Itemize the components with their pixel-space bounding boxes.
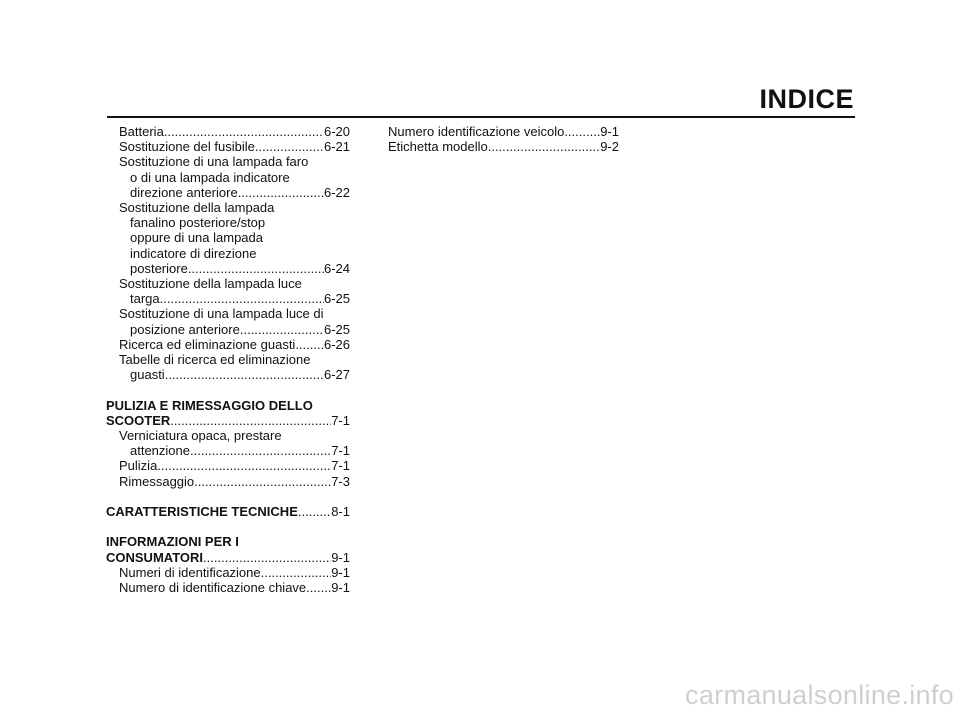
- toc-page-number: 8-1: [331, 504, 350, 520]
- toc-entry-label: CARATTERISTICHE TECNICHE: [106, 504, 298, 520]
- toc-entry-line: Sostituzione di una lampada faro: [119, 154, 309, 170]
- toc-entry-row: [119, 124, 350, 139]
- toc-entry-label: posteriore: [130, 260, 188, 276]
- toc-entry[interactable]: [106, 200, 350, 276]
- toc-entry[interactable]: [375, 139, 619, 154]
- dot-leader: [298, 504, 331, 519]
- dot-leader: [238, 185, 324, 200]
- dot-leader: [157, 458, 331, 473]
- dot-leader: [240, 322, 324, 337]
- dot-leader: [165, 367, 324, 382]
- dot-leader: [203, 550, 331, 565]
- toc-entry-line: Verniciatura opaca, prestare: [119, 428, 282, 444]
- toc-page-number: 6-27: [323, 367, 350, 383]
- toc-entry-label: targa: [130, 291, 160, 307]
- dot-leader: [170, 413, 331, 428]
- dot-leader: [164, 124, 324, 139]
- toc-page-number: 6-21: [323, 139, 350, 155]
- dot-leader: [194, 474, 331, 489]
- toc-entry-line: Sostituzione della lampada: [119, 200, 275, 216]
- toc-page-number: 9-2: [600, 139, 619, 155]
- toc-entry-row: [119, 337, 350, 352]
- toc-entry[interactable]: [106, 352, 350, 382]
- toc-left-column: [106, 124, 350, 595]
- dot-leader: [306, 580, 331, 595]
- toc-entry-label: CONSUMATORI: [106, 549, 204, 565]
- toc-entry-label: Numero identificazione veicolo: [388, 124, 565, 139]
- toc-entry-label: attenzione: [130, 443, 190, 459]
- section-spacer: [106, 519, 350, 534]
- dot-leader: [188, 261, 324, 276]
- toc-entry-line: Sostituzione di una lampada luce di: [119, 306, 324, 322]
- toc-entry-row: [119, 458, 350, 473]
- dot-leader: [295, 337, 324, 352]
- toc-entry-row: [119, 580, 350, 595]
- toc-right-column: [375, 124, 619, 154]
- toc-entry-line: Sostituzione della lampada luce: [119, 276, 302, 292]
- toc-page-number: 6-25: [323, 321, 350, 337]
- dot-leader: [488, 139, 600, 154]
- toc-entry-row: [119, 291, 350, 306]
- toc-entry-label: Sostituzione del fusibile: [119, 139, 255, 155]
- toc-page-number: 7-1: [331, 458, 350, 474]
- toc-entry-row: [119, 367, 350, 382]
- toc-entry-line: fanalino posteriore/stop: [130, 215, 266, 231]
- toc-entry-row: [119, 474, 350, 489]
- toc-entry-label: Pulizia: [119, 458, 158, 474]
- toc-entry-row: [106, 504, 350, 519]
- toc-entry-label: Rimessaggio: [119, 473, 195, 489]
- toc-page-number: 9-1: [331, 564, 350, 580]
- dot-leader: [160, 291, 324, 306]
- toc-entry-row: [119, 261, 350, 276]
- toc-page-number: 9-1: [331, 549, 350, 565]
- toc-page-number: 6-20: [323, 124, 350, 139]
- page-title: INDICE: [759, 84, 854, 114]
- toc-page-number: 6-25: [323, 291, 350, 307]
- toc-page-number: 6-22: [323, 184, 350, 200]
- toc-section-entry[interactable]: [106, 534, 350, 564]
- toc-entry-label: Ricerca ed eliminazione guasti: [119, 336, 296, 352]
- toc-entry-label: Numeri di identificazione: [119, 564, 261, 580]
- toc-entry[interactable]: [106, 276, 350, 306]
- toc-entry[interactable]: [375, 124, 619, 139]
- toc-entry-label: guasti: [130, 367, 165, 383]
- toc-entry-row: [106, 413, 350, 428]
- watermark: carmanualsonline.info: [685, 680, 954, 710]
- toc-entry-label: Etichetta modello: [388, 139, 488, 155]
- dot-leader: [564, 124, 600, 139]
- toc-entry-label: Numero di identificazione chiave: [119, 580, 307, 596]
- section-spacer: [106, 489, 350, 504]
- toc-page-number: 7-3: [331, 473, 350, 489]
- toc-entry-row: [119, 185, 350, 200]
- toc-entry-line: INFORMAZIONI PER I: [106, 534, 239, 550]
- toc-entry-row: [119, 322, 350, 337]
- section-spacer: [106, 382, 350, 397]
- toc-entry[interactable]: [106, 428, 350, 458]
- toc-entry-row: [119, 139, 350, 154]
- title-rule: [107, 116, 855, 118]
- toc-page-number: 7-1: [331, 412, 350, 428]
- toc-entry-line: indicatore di direzione: [130, 245, 257, 261]
- toc-entry-row: [119, 443, 350, 458]
- toc-entry[interactable]: [106, 306, 350, 336]
- toc-entry[interactable]: [106, 124, 350, 139]
- dot-leader: [261, 565, 332, 580]
- toc-entry-label: Batteria: [119, 124, 164, 139]
- toc-entry-line: PULIZIA E RIMESSAGGIO DELLO: [106, 397, 313, 413]
- dot-leader: [190, 443, 331, 458]
- toc-section-entry[interactable]: [106, 398, 350, 428]
- dot-leader: [255, 139, 324, 154]
- toc-entry[interactable]: [106, 580, 350, 595]
- toc-entry[interactable]: [106, 337, 350, 352]
- toc-entry[interactable]: [106, 139, 350, 154]
- toc-entry-label: direzione anteriore: [130, 184, 238, 200]
- toc-entry-line: oppure di una lampada: [130, 230, 263, 246]
- toc-section-entry[interactable]: [106, 504, 350, 519]
- toc-page-number: 9-1: [331, 580, 350, 596]
- toc-entry-row: [388, 124, 619, 139]
- toc-entry[interactable]: [106, 458, 350, 473]
- toc-page-number: 6-26: [323, 336, 350, 352]
- toc-page-number: 6-24: [323, 260, 350, 276]
- toc-entry-row: [106, 550, 350, 565]
- toc-entry-label: posizione anteriore: [130, 321, 240, 337]
- toc-entry-label: SCOOTER: [106, 412, 171, 428]
- toc-entry-line: o di una lampada indicatore: [130, 169, 290, 185]
- toc-entry[interactable]: [106, 154, 350, 200]
- toc-page-number: 9-1: [600, 124, 619, 139]
- toc-entry[interactable]: [106, 565, 350, 580]
- toc-page-number: 7-1: [331, 443, 350, 459]
- toc-entry-row: [388, 139, 619, 154]
- toc-entry-line: Tabelle di ricerca ed eliminazione: [119, 352, 311, 368]
- toc-entry-row: [119, 565, 350, 580]
- toc-entry[interactable]: [106, 474, 350, 489]
